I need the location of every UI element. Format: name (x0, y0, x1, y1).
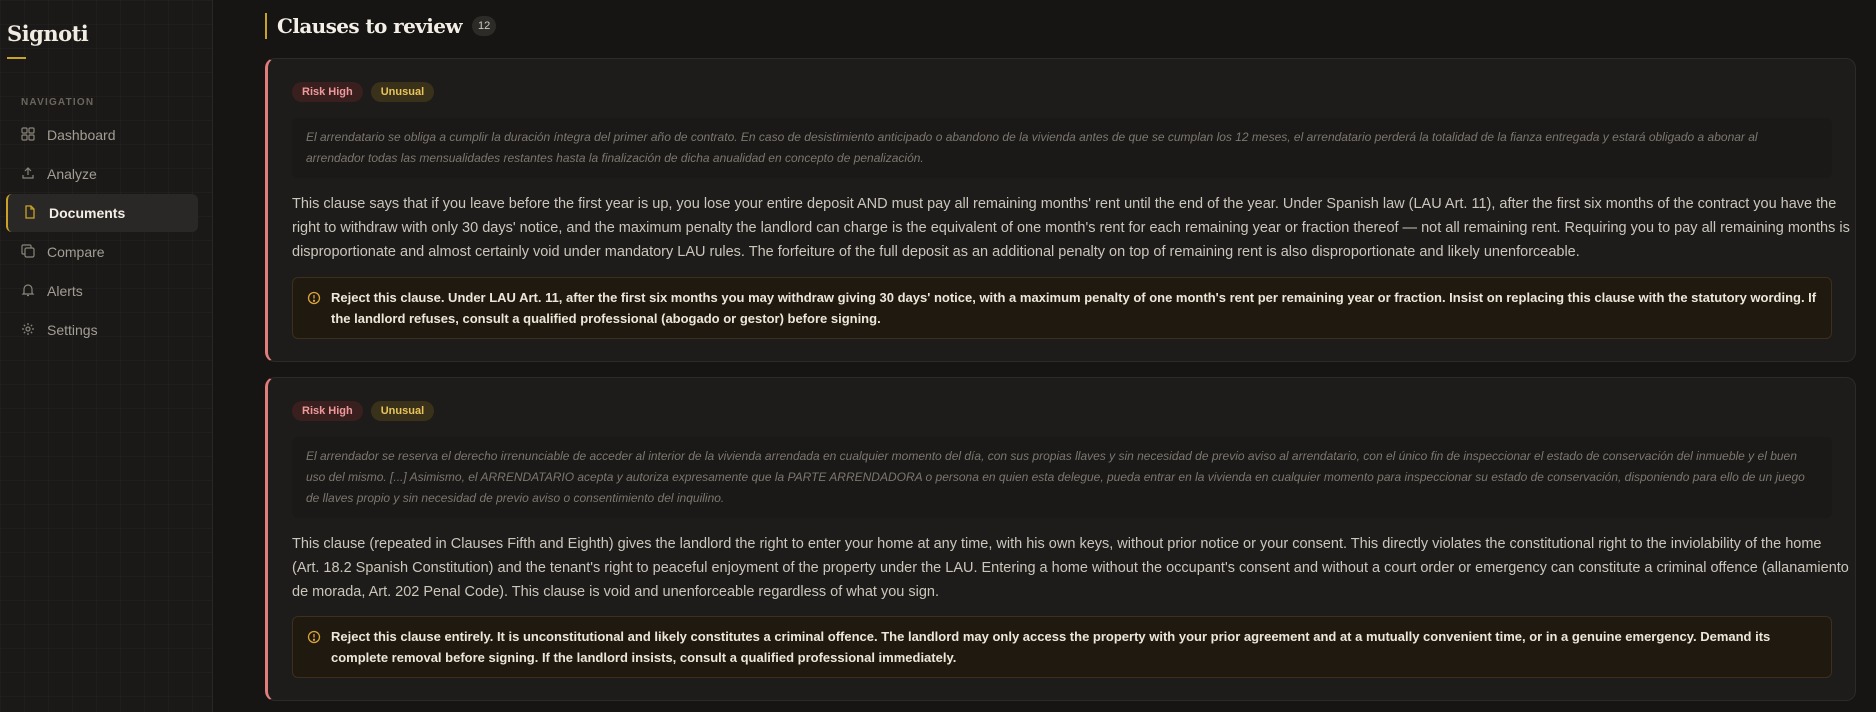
sidebar-item-label: Settings (47, 322, 98, 338)
advice-text: Reject this clause entirely. It is unconstitutional and likely constitutes a criminal offence. The landlord may only access the property with your prior agreement and at a mutually convenient time, or in a genuine emergency. Demand its complete removal before signing. If the landlord insists, consult a qualified professional immediately. (331, 629, 1771, 665)
sidebar-item-label: Compare (47, 244, 105, 260)
nav-heading: NAVIGATION (21, 97, 95, 108)
advice-text: Reject this clause. Under LAU Art. 11, after the first six months you may withdraw giving 30 days' notice, with a maximum penalty of one month's rent per remaining year or fraction. Insist on replacing this clause with the statutory wording. If the landlord refuses, consult a qualified professional (abogado or gestor) before signing. (331, 290, 1817, 326)
sidebar-item-label: Alerts (47, 283, 83, 299)
risk-badge: Risk High (292, 401, 363, 421)
gear-icon (21, 322, 37, 338)
sidebar-item-label: Analyze (47, 166, 97, 182)
main-content (213, 0, 1876, 712)
sidebar-item-label: Dashboard (47, 127, 116, 143)
page-title: Clauses to review (277, 14, 462, 38)
clause-quote: El arrendatario se obliga a cumplir la duración íntegra del primer año de contrato. En caso de desistimiento anticipado o abandono de la vivienda antes de que se cumplan los 12 meses, el arrendatario perderá la totalidad de la fianza entregada y estará obligado a abonar al arrendador todas las mensualidades restantes hasta la finalización de dicha anualidad en concepto de penalización. (292, 118, 1832, 178)
clause-explanation: This clause (repeated in Clauses Fifth and Eighth) gives the landlord the right to enter your home at any time, with his own keys, without prior notice or your consent. This directly violates the constitutional right to the inviolability of the home (Art. 18.2 Spanish Constitution) and the tenant's right to peaceful enjoyment of the property under the LAU. Entering a home without the occupant's consent and without a court order or emergency can constitute a criminal offence (allanamiento de morada, Art. 202 Penal Code). This clause is void and unenforceable regardless of what you sign. (292, 536, 1849, 600)
clause-quote: El arrendador se reserva el derecho irrenunciable de acceder al interior de la vivienda arrendada en cualquier momento del día, con sus propias llaves y sin necesidad de previo aviso al arrendatario, con el único fin de inspeccionar el estado de conservación del inmueble y el buen uso del mismo. [...] Asimismo, el ARRENDATARIO acepta y autoriza expresamente que la PARTE ARRENDADORA o persona en quien esta delegue, pueda entrar en la vivienda en cualquier momento para inspeccionar su estado de conservación, disponiendo para ello de un juego de llaves propio y sin necesidad de previo aviso o consentimiento del inquilino. (292, 437, 1832, 518)
sidebar-item-analyze[interactable] (6, 155, 198, 193)
copy-icon (21, 244, 37, 260)
sidebar (0, 0, 213, 712)
alert-circle-icon (307, 290, 321, 304)
alert-circle-icon (307, 629, 321, 643)
grid-icon (21, 127, 37, 143)
sidebar-item-documents[interactable] (6, 194, 198, 232)
risk-badge: Risk High (292, 82, 363, 102)
sidebar-item-compare[interactable] (6, 233, 198, 271)
section-header (265, 13, 496, 39)
clause-advice (292, 616, 1832, 678)
clause-card (265, 58, 1856, 362)
bell-icon (21, 283, 37, 299)
badge-row (292, 401, 434, 421)
brand-logo[interactable]: Signoti (7, 21, 89, 46)
sidebar-item-alerts[interactable] (6, 272, 198, 310)
sidebar-item-dashboard[interactable] (6, 116, 198, 154)
brand-underline (7, 57, 26, 59)
sidebar-item-settings[interactable] (6, 311, 198, 349)
count-badge: 12 (472, 16, 496, 36)
sidebar-item-label: Documents (49, 205, 126, 221)
badge-row (292, 82, 434, 102)
document-icon (23, 205, 39, 221)
clause-card (265, 377, 1856, 701)
upload-icon (21, 166, 37, 182)
clause-explanation: This clause says that if you leave before the first year is up, you lose your entire deposit AND must pay all remaining months' rent until the end of the year. Under Spanish law (LAU Art. 11), after the first six months of the contract you have the right to withdraw with only 30 days' notice, and the maximum penalty the landlord can charge is the equivalent of one month's rent for each remaining year or fraction thereof — not all remaining rent. Requiring you to pay all remaining months is disproportionate and almost certainly void under mandatory LAU rules. The forfeiture of the full deposit as an additional penalty on top of remaining rent is also disproportionate and likely unenforceable. (292, 196, 1850, 260)
clause-advice (292, 277, 1832, 339)
unusual-badge: Unusual (371, 82, 434, 102)
unusual-badge: Unusual (371, 401, 434, 421)
